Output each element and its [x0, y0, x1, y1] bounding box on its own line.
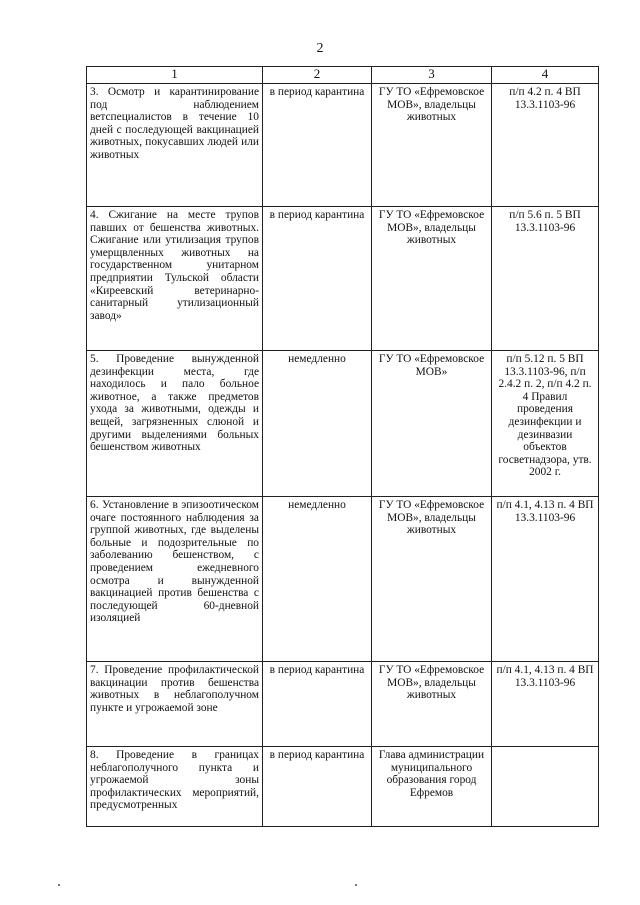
responsible-cell: ГУ ТО «Ефремовское МОВ», владельцы животных — [372, 84, 492, 207]
term-cell: в период карантина — [263, 747, 372, 827]
table-row — [87, 497, 599, 662]
table-row — [87, 351, 599, 497]
table-row — [87, 662, 599, 747]
table-row — [87, 747, 599, 827]
term-cell: немедленно — [263, 351, 372, 497]
scan-speck — [58, 884, 60, 886]
basis-cell: п/п 4.2 п. 4 ВП 13.3.1103-96 — [492, 84, 599, 207]
responsible-cell: ГУ ТО «Ефремовское МОВ», владельцы животных — [372, 207, 492, 351]
action-cell: 3. Осмотр и карантинирование под наблюдением ветспециалистов в течение 10 дней с последующей вакцинацией животных, покусавших людей или животных — [87, 84, 263, 207]
action-cell: 8. Проведение в границах неблагополучного пункта и угрожаемой зоны профилактических мероприятий, предусмотренных — [87, 747, 263, 827]
action-cell: 6. Установление в эпизоотическом очаге постоянного наблюдения за группой животных, где выделены больные и подозрительные по заболеванию бешенством, с проведением ежедневного осмотра и вынужденной вакцинацией против бешенства с последующей 60-дневной изоляцией — [87, 497, 263, 662]
table-row — [87, 84, 599, 207]
column-header-4: 4 — [492, 67, 599, 84]
action-cell: 5. Проведение вынужденной дезинфекции места, где находилось и пало больное животное, а также предметов ухода за животными, одежды и вещей, загрязненных слюной и другими выделениями больных бешенством животных — [87, 351, 263, 497]
term-cell: в период карантина — [263, 662, 372, 747]
responsible-cell: ГУ ТО «Ефремовское МОВ», владельцы животных — [372, 497, 492, 662]
table-header-row — [87, 67, 599, 84]
term-cell: в период карантина — [263, 207, 372, 351]
basis-cell: п/п 4.1, 4.13 п. 4 ВП 13.3.1103-96 — [492, 497, 599, 662]
page-number: 2 — [316, 41, 324, 56]
responsible-cell: Глава администрации муниципального образования город Ефремов — [372, 747, 492, 827]
basis-cell: п/п 5.12 п. 5 ВП 13.3.1103-96, п/п 2.4.2 п. 2, п/п 4.2 п. 4 Правил проведения дезинфекции и дезинвазии объектов госветнадзора, утв. 2002 г. — [492, 351, 599, 497]
action-cell: 4. Сжигание на месте трупов павших от бешенства животных. Сжигание или утилизация трупов умерщвленных животных на государственном унитарном предприятии Тульской области «Киреевский ветеринарно-санитарный утилизационный завод» — [87, 207, 263, 351]
responsible-cell: ГУ ТО «Ефремовское МОВ» — [372, 351, 492, 497]
column-header-1: 1 — [87, 67, 263, 84]
column-header-2: 2 — [263, 67, 372, 84]
basis-cell — [492, 747, 599, 827]
basis-cell: п/п 5.6 п. 5 ВП 13.3.1103-96 — [492, 207, 599, 351]
basis-cell: п/п 4.1, 4.13 п. 4 ВП 13.3.1103-96 — [492, 662, 599, 747]
responsible-cell: ГУ ТО «Ефремовское МОВ», владельцы животных — [372, 662, 492, 747]
scan-speck — [355, 884, 357, 886]
term-cell: немедленно — [263, 497, 372, 662]
column-header-3: 3 — [372, 67, 492, 84]
measures-table — [86, 66, 599, 827]
action-cell: 7. Проведение профилактической вакцинации против бешенства животных в неблагополучном пункте и угрожаемой зоне — [87, 662, 263, 747]
term-cell: в период карантина — [263, 84, 372, 207]
table-row — [87, 207, 599, 351]
